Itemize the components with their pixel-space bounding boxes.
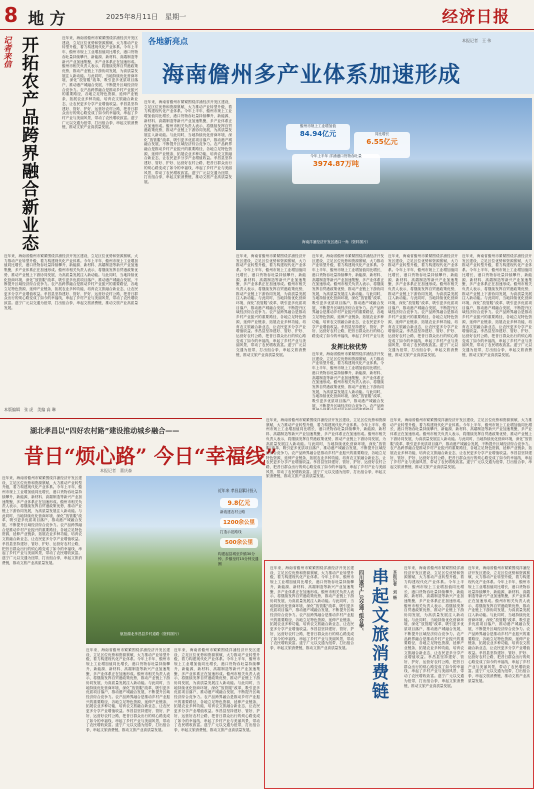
hubei-kicker: 湖北孝昌以“四好农村路”建设推动城乡融合——: [30, 427, 180, 435]
article-body: 近年来，海南省儋州市紧紧围绕洋浦经济开发区建设，立足区位优势和资源禀赋，大力推动产业转型升级，着力构建现代化产业体系。今年上半年，儋州市规上工业增加值同比增长，港口货物吞吐量持续攀升，新能源、新材料、高端制造等新兴产业加速集聚，多产业体系正在加速形成。儋州市相关负责人表示，将继续发挥自贸港政策优势，推动产业链上下游协同发展，为高质量发展注入新动能。与此同时，当地持续优化营商环境，深化“放管服”改革，吸引更多优质项目落户，推动港产城融合发展，不断提升区域经济综合竞争力。农产品跨界融合是推动乡村产业振兴的重要路径，各地立足特色资源，延伸产业链条，拓展农业多种功能，培育农文旅融合新业态，让农民更多分享产业增值收益。孝昌县坚持建好、管好、护好、运营好农村公路，把昔日群众出行的烦心路变成了如今的幸福线，串起了乡村产业与美丽风景，带动了农民增收致富。遂宁广元以交通为纽带，打出组合拳，串起文旅消费链，推动文旅产业高质量发展。: [62, 36, 138, 130]
hainan-photo-caption: 海南洋浦经济开发区港口一角（资料图片）: [302, 240, 371, 244]
info-demo-label: 打造示范路线: [220, 530, 242, 534]
page-header: [0, 0, 534, 30]
hubei-byline: 本报记者 董庆森: [100, 468, 132, 473]
hainan-body-col3: 近年来，海南省儋州市紧紧围绕洋浦经济开发区建设，立足区位优势和资源禀赋，大力推动产业转型升级，着力构建现代化产业体系。今年上半年，儋州市规上工业增加值同比增长，港口货物吞吐量持续攀升，新能源、新材料、高端制造等新兴产业加速集聚，多产业体系正在加速形成。儋州市相关负责人表示，将继续发挥自贸港政策优势，推动产业链上下游协同发展，为高质量发展注入新动能。与此同时，当地持续优化营商环境，深化“放管服”改革，吸引更多优质项目落户，推动港产城融合发展，不断提升区域经济综合竞争力。农产品跨界融合是推动乡村产业振兴的重要路径，各地立足特色资源，延伸产业链条，拓展农业多种功能，培育农文旅融合新业态，让农民更多分享产业增值收益。孝昌县坚持建好、管好、护好、运营好农村公路，把昔日群众出行的烦心路变成了如今的幸福线，串起了乡村产业与美: [312, 254, 384, 338]
hainan-body-col1: 近年来，海南省儋州市紧紧围绕洋浦经济开发区建设，立足区位优势和资源禀赋，大力推动产业转型升级，着力构建现代化产业体系。今年上半年，儋州市规上工业增加值同比增长，港口货物吞吐量持续攀升，新能源、新材料、高端制造等新兴产业加速集聚，多产业体系正在加速形成。儋州市相关负责人表示，将继续发挥自贸港政策优势，推动产业链上下游协同发展，为高质量发展注入新动能。与此同时，当地持续优化营商环境，深化“放管服”改革，吸引更多优质项目落户，推动港产城融合发展，不断提升区域经济综合竞争力。农产品跨界融合是推动乡村产业振兴的重要路径，各地立足特色资源，延伸产业链条，拓展农业多种功能，培育农文旅融合新业态，让农民更多分享产业增值收益。孝昌县坚持建好、管好、护好、运营好农村公路，把昔日群众出行的烦心路变成了如今的幸福线，串起了乡村产业与美丽风景，带动了农民增收致富。遂宁广元以交通为纽带，打出组合拳，串起文旅消费链，推动文旅产业高质量发展。: [144, 100, 232, 184]
sichuan-body-right: 近年来，海南省儋州市紧紧围绕洋浦经济开发区建设，立足区位优势和资源禀赋，大力推动产业转型升级，着力构建现代化产业体系。今年上半年，儋州市规上工业增加值同比增长，港口货物吞吐量持续攀升，新能源、新材料、高端制造等新兴产业加速集聚，多产业体系正在加速形成。儋州市相关负责人表示，将继续发挥自贸港政策优势，推动产业链上下游协同发展，为高质量发展注入新动能。与此同时，当地持续优化营商环境，深化“放管服”改革，吸引更多优质项目落户，推动港产城融合发展，不断提升区域经济综合竞争力。农产品跨界融合是推动乡村产业振兴的重要路径，各地立足特色资源，延伸产业链条，拓展农业多种功能，培育农文旅融合新业态，让农民更多分享产业增值收益。孝昌县坚持建好、管好、护好、运营好农村公路，把昔日群众出行的烦心路变成了如今的幸福线，串起了乡村产业与美丽风景，带动了农民增收致富。遂宁广元以交通为纽带，打出组合拳，串起文旅消费链，推动文旅产业高质量发展。: [390, 418, 532, 470]
sichuan-body-intro: 近年来，海南省儋州市紧紧围绕洋浦经济开发区建设，立足区位优势和资源禀赋，大力推动产业转型升级，着力构建现代化产业体系。今年上半年，儋州市规上工业增加值同比增长，港口货物吞吐量持续攀升，新能源、新材料、高端制造等新兴产业加速集聚，多产业体系正在加速形成。儋州市相关负责人表示，将继续发挥自贸港政策优势，推动产业链上下游协同发展，为高质量发展注入新动能。与此同时，当地持续优化营商环境，深化“放管服”改革，吸引更多优质项目落户，推动港产城融合发展，不断提升区域经济综合竞争力。农产品跨界融合是推动乡村产业振兴的重要路径，各地立足特色资源，延伸产业链条，拓展农业多种功能，培育农文旅融合新业态，让农民更多分享产业增值收益。孝昌县坚持建好、管好、护好、运营好农村公路，把昔日群众出行的烦心路变成了如今的幸福线，串起了乡村产业与美丽风景，带动了农民增收致富。遂宁广元以交通为纽带，打出组合拳，串起文旅消费链，推动文旅产业高质量发展。: [266, 418, 386, 479]
hainan-article: [142, 32, 534, 422]
divider: [0, 418, 262, 419]
issue-date: 2025年8月11日 星期一: [106, 13, 187, 21]
hainan-body-col5: 近年来，海南省儋州市紧紧围绕洋浦经济开发区建设，立足区位优势和资源禀赋，大力推动产业转型升级，着力构建现代化产业体系。今年上半年，儋州市规上工业增加值同比增长，港口货物吞吐量持续攀升，新能源、新材料、高端制造等新兴产业加速集聚，多产业体系正在加速形成。儋州市相关负责人表示，将继续发挥自贸港政策优势，推动产业链上下游协同发展，为高质量发展注入新动能。与此同时，当地持续优化营商环境，深化“放管服”改革，吸引更多优质项目落户，推动港产城融合发展，不断提升区域经济综合竞争力。农产品跨界融合是推动乡村产业振兴的重要路径，各地立足特色资源，延伸产业链条，拓展农业多种功能，培育农文旅融合新业态，让农民更多分享产业增值收益。孝昌县坚持建好、管好、护好、运营好农村公路，把昔日群众出行的烦心路变成了如今的幸福线，串起了乡村产业与美丽风景，带动了农民增收致富。遂宁广元以交通为纽带，打出组合拳，串起文旅消费链，推动文旅产业高质量发展。: [462, 254, 532, 357]
hainan-headline: 海南儋州多产业体系加速形成: [162, 62, 462, 88]
hainan-body-col3b: 近年来，海南省儋州市紧紧围绕洋浦经济开发区建设，立足区位优势和资源禀赋，大力推动产业转型升级，着力构建现代化产业体系。今年上半年，儋州市规上工业增加值同比增长，港口货物吞吐量持续攀升，新能源、新材料、高端制造等新兴产业加速集聚，多产业体系正在加速形成。儋州市相关负责人表示，将继续发挥自贸港政策优势，推动产业链上下游协同发展，为高质量发展注入新动能。与此同时，当地持续优化营商环境，深化“放管服”改革，吸引更多优质项目落户，推动港产城融合发展，不断提升区域经济综合竞争力。农产品跨: [312, 352, 384, 408]
article-body-2: 近年来，海南省儋州市紧紧围绕洋浦经济开发区建设，立足区位优势和资源禀赋，大力推动产业转型升级，着力构建现代化产业体系。今年上半年，儋州市规上工业增加值同比增长，港口货物吞吐量持续攀升，新能源、新材料、高端制造等新兴产业加速集聚，多产业体系正在加速形成。儋州市相关负责人表示，将继续发挥自贸港政策优势，推动产业链上下游协同发展，为高质量发展注入新动能。与此同时，当地持续优化营商环境，深化“放管服”改革，吸引更多优质项目落户，推动港产城融合发展，不断提升区域经济综合竞争力。农产品跨界融合是推动乡村产业振兴的重要路径，各地立足特色资源，延伸产业链条，拓展农业多种功能，培育农文旅融合新业态，让农民更多分享产业增值收益。孝昌县坚持建好、管好、护好、运营好农村公路，把昔日群众出行的烦心路变成了如今的幸福线，串起了乡村产业与美丽风景，带动了农民增收致富。遂宁广元以交通为纽带，打出组合拳，串起文旅消费链，推动文旅产业高质量发展。: [4, 254, 138, 310]
page-number: 8: [4, 3, 18, 27]
info-investment: 9.8亿元: [220, 498, 258, 508]
hubei-headline: 昔日“烦心路” 今日“幸福线”: [24, 444, 277, 468]
section-tag: 各地新亮点: [148, 37, 188, 46]
infographic-intro: 近年来 孝昌县累计投入: [218, 488, 258, 493]
hainan-byline: 本报记者 王 伟: [462, 38, 492, 43]
info-demo-length: 500余公里: [220, 538, 258, 548]
hubei-photo-caption: 航拍湖北孝昌县乡村道路（资料图片）: [120, 632, 182, 636]
hainan-photo: [236, 98, 532, 250]
column-kicker: 记者来信: [3, 36, 13, 68]
hubei-article: [0, 418, 277, 789]
footer-credit: 本版编辑 张 虎 美编 高 琳: [4, 407, 56, 412]
left-article: [0, 32, 140, 407]
hainan-body-col4: 近年来，海南省儋州市紧紧围绕洋浦经济开发区建设，立足区位优势和资源禀赋，大力推动产业转型升级，着力构建现代化产业体系。今年上半年，儋州市规上工业增加值同比增长，港口货物吞吐量持续攀升，新能源、新材料、高端制造等新兴产业加速集聚，多产业体系正在加速形成。儋州市相关负责人表示，将继续发挥自贸港政策优势，推动产业链上下游协同发展，为高质量发展注入新动能。与此同时，当地持续优化营商环境，深化“放管服”改革，吸引更多优质项目落户，推动港产城融合发展，不断提升区域经济综合竞争力。农产品跨界融合是推动乡村产业振兴的重要路径，各地立足特色资源，延伸产业链条，拓展农业多种功能，培育农文旅融合新业态，让农民更多分享产业增值收益。孝昌县坚持建好、管好、护好、运营好农村公路，把昔日群众出行的烦心路变成了如今的幸福线，串起了乡村产业与美丽风景，带动了农民增收致富。遂宁广元以交通为纽带，打出组合拳，串起文旅消费链，推动文旅产业高质量发展。: [388, 254, 458, 357]
sichuan-body-col3: 近年来，海南省儋州市紧紧围绕洋浦经济开发区建设，立足区位优势和资源禀赋，大力推动产业转型升级，着力构建现代化产业体系。今年上半年，儋州市规上工业增加值同比增长，港口货物吞吐量持续攀升，新能源、新材料、高端制造等新兴产业加速集聚，多产业体系正在加速形成。儋州市相关负责人表示，将继续发挥自贸港政策优势，推动产业链上下游协同发展，为高质量发展注入新动能。与此同时，当地持续优化营商环境，深化“放管服”改革，吸引更多优质项目落户，推动港产城融合发展，不断提升区域经济综合竞争力。农产品跨界融合是推动乡村产业振兴的重要路径，各地立足特色资源，延伸产业链条，拓展农业多种功能，培育农文旅融合新业态，让农民更多分享产业增值收益。孝昌县坚持建好、管好、护好、运营好农村公路，把昔日群众出行的烦心路变成了如今的幸福线，串起了乡村产业与美丽风景，带动了农民增收致富。遂宁广元以交通为纽带，打出组合拳，串起文旅消费链，推动文旅产业高质量发展。: [468, 566, 530, 683]
sichuan-headline: 串起文旅消费链: [368, 568, 388, 701]
info-circle-text: 构建起县城至乡镇30分钟、乡镇至村15分钟交通圈: [218, 552, 259, 566]
hubei-body-col3: 近年来，海南省儋州市紧紧围绕洋浦经济开发区建设，立足区位优势和资源禀赋，大力推动产业转型升级，着力构建现代化产业体系。今年上半年，儋州市规上工业增加值同比增长，港口货物吞吐量持续攀升，新能源、新材料、高端制造等新兴产业加速集聚，多产业体系正在加速形成。儋州市相关负责人表示，将继续发挥自贸港政策优势，推动产业链上下游协同发展，为高质量发展注入新动能。与此同时，当地持续优化营商环境，深化“放管服”改革，吸引更多优质项目落户，推动港产城融合发展，不断提升区域经济综合竞争力。农产品跨界融合是推动乡村产业振兴的重要路径，各地立足特色资源，延伸产业链条，拓展农业多种功能，培育农文旅融合新业态，让农民更多分享产业增值收益。孝昌县坚持建好、管好、护好、运营好农村公路，把昔日群众出行的烦心路变成了如今的幸福线，串起了乡村产业与美丽风景，带动了农民增收致富。遂宁广元以交通为纽带，打出组合拳，串起文旅消费链，推动文旅产业高质量发展。: [174, 648, 260, 732]
info-road-label: 新改建农村公路: [220, 510, 246, 514]
subhead-1: 发挥比较优势: [330, 344, 367, 351]
sichuan-article: [264, 418, 534, 789]
article-title: 开拓农产品跨界融合新业态: [18, 36, 38, 252]
sichuan-body-col1: 近年来，海南省儋州市紧紧围绕洋浦经济开发区建设，立足区位优势和资源禀赋，大力推动产业转型升级，着力构建现代化产业体系。今年上半年，儋州市规上工业增加值同比增长，港口货物吞吐量持续攀升，新能源、新材料、高端制造等新兴产业加速集聚，多产业体系正在加速形成。儋州市相关负责人表示，将继续发挥自贸港政策优势，推动产业链上下游协同发展，为高质量发展注入新动能。与此同时，当地持续优化营商环境，深化“放管服”改革，吸引更多优质项目落户，推动港产城融合发展，不断提升区域经济综合竞争力。农产品跨界融合是推动乡村产业振兴的重要路径，各地立足特色资源，延伸产业链条，拓展农业多种功能，培育农文旅融合新业态，让农民更多分享产业增值收益。孝昌县坚持建好、管好、护好、运营好农村公路，把昔日群众出行的烦心路变成了如今的幸福线，串起了乡村产业与美丽风景，带动了农民增收致富。遂宁广元以交通为纽带，打出组合拳，串起文旅消费链，推动文旅产业高质量发展。: [270, 566, 354, 650]
hainan-body-col2: 近年来，海南省儋州市紧紧围绕洋浦经济开发区建设，立足区位优势和资源禀赋，大力推动产业转型升级，着力构建现代化产业体系。今年上半年，儋州市规上工业增加值同比增长，港口货物吞吐量持续攀升，新能源、新材料、高端制造等新兴产业加速集聚，多产业体系正在加速形成。儋州市相关负责人表示，将继续发挥自贸港政策优势，推动产业链上下游协同发展，为高质量发展注入新动能。与此同时，当地持续优化营商环境，深化“放管服”改革，吸引更多优质项目落户，推动港产城融合发展，不断提升区域经济综合竞争力。农产品跨界融合是推动乡村产业振兴的重要路径，各地立足特色资源，延伸产业链条，拓展农业多种功能，培育农文旅融合新业态，让农民更多分享产业增值收益。孝昌县坚持建好、管好、护好、运营好农村公路，把昔日群众出行的烦心路变成了如今的幸福线，串起了乡村产业与美丽风景，带动了农民增收致富。遂宁广元以交通为纽带，打出组合拳，串起文旅消费链，推动文旅产业高质量发展。: [236, 254, 306, 357]
sichuan-body-col2: 近年来，海南省儋州市紧紧围绕洋浦经济开发区建设，立足区位优势和资源禀赋，大力推动产业转型升级，着力构建现代化产业体系。今年上半年，儋州市规上工业增加值同比增长，港口货物吞吐量持续攀升，新能源、新材料、高端制造等新兴产业加速集聚，多产业体系正在加速形成。儋州市相关负责人表示，将继续发挥自贸港政策优势，推动产业链上下游协同发展，为高质量发展注入新动能。与此同时，当地持续优化营商环境，深化“放管服”改革，吸引更多优质项目落户，推动港产城融合发展，不断提升区域经济综合竞争力。农产品跨界融合是推动乡村产业振兴的重要路径，各地立足特色资源，延伸产业链条，拓展农业多种功能，培育农文旅融合新业态，让农民更多分享产业增值收益。孝昌县坚持建好、管好、护好、运营好农村公路，把昔日群众出行的烦心路变成了如今的幸福线，串起了乡村产业与美丽风景，带动了农民增收致富。遂宁广元以交通为纽带，打出组合拳，串起文旅消费链，推动文旅产业高质量发展。: [404, 566, 464, 688]
sichuan-kicker: 四川遂宁广元交通“组合拳”: [358, 570, 364, 631]
info-road-length: 1200余公里: [220, 518, 258, 528]
hubei-body-col1: 近年来，海南省儋州市紧紧围绕洋浦经济开发区建设，立足区位优势和资源禀赋，大力推动产业转型升级，着力构建现代化产业体系。今年上半年，儋州市规上工业增加值同比增长，港口货物吞吐量持续攀升，新能源、新材料、高端制造等新兴产业加速集聚，多产业体系正在加速形成。儋州市相关负责人表示，将继续发挥自贸港政策优势，推动产业链上下游协同发展，为高质量发展注入新动能。与此同时，当地持续优化营商环境，深化“放管服”改革，吸引更多优质项目落户，推动港产城融合发展，不断提升区域经济综合竞争力。农产品跨界融合是推动乡村产业振兴的重要路径，各地立足特色资源，延伸产业链条，拓展农业多种功能，培育农文旅融合新业态，让农民更多分享产业增值收益。孝昌县坚持建好、管好、护好、运营好农村公路，把昔日群众出行的烦心路变成了如今的幸福线，串起了乡村产业与美丽风景，带动了农民增收致富。遂宁广元以交通为纽带，打出组合拳，串起文旅消费链，推动文旅产业高质量发展。: [2, 476, 82, 565]
newspaper-logo: 经济日报: [442, 7, 511, 26]
stat-industry-value: 儋州市规上工业增加值 84.94亿元: [286, 124, 350, 150]
stat-port-throughput: 今年上半年 洋浦港口货物吞吐量 3974.87万吨: [292, 154, 380, 184]
hubei-body-col2: 近年来，海南省儋州市紧紧围绕洋浦经济开发区建设，立足区位优势和资源禀赋，大力推动产业转型升级，着力构建现代化产业体系。今年上半年，儋州市规上工业增加值同比增长，港口货物吞吐量持续攀升，新能源、新材料、高端制造等新兴产业加速集聚，多产业体系正在加速形成。儋州市相关负责人表示，将继续发挥自贸港政策优势，推动产业链上下游协同发展，为高质量发展注入新动能。与此同时，当地持续优化营商环境，深化“放管服”改革，吸引更多优质项目落户，推动港产城融合发展，不断提升区域经济综合竞争力。农产品跨界融合是推动乡村产业振兴的重要路径，各地立足特色资源，延伸产业链条，拓展农业多种功能，培育农文旅融合新业态，让农民更多分享产业增值收益。孝昌县坚持建好、管好、护好、运营好农村公路，把昔日群众出行的烦心路变成了如今的幸福线，串起了乡村产业与美丽风景，带动了农民增收致富。遂宁广元以交通为纽带，打出组合拳，串起文旅消费链，推动文旅产业高质量发展。: [86, 648, 170, 732]
sichuan-byline: 本报记者 刘 畅: [393, 570, 398, 600]
stat-growth: 同比增长 6.55亿元: [354, 132, 410, 158]
section-name: 地 方: [28, 9, 66, 28]
